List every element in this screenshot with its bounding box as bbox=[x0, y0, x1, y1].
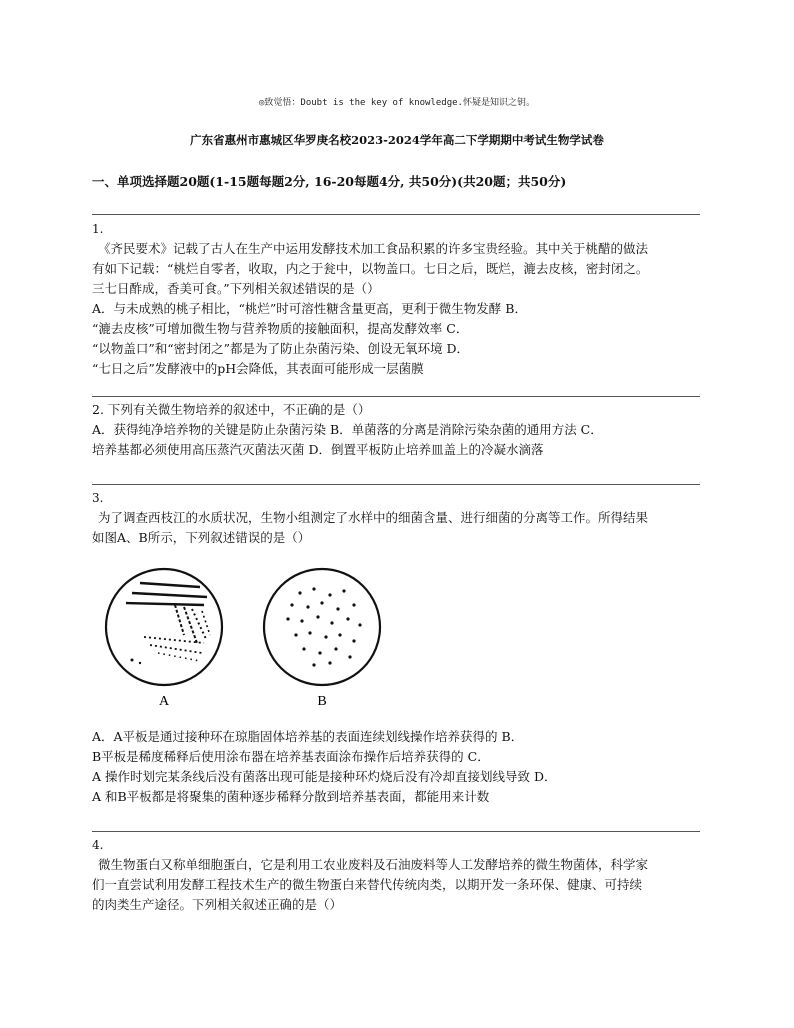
option-line: A．获得纯净培养物的关键是防止杂菌污染 B．单菌落的分离是消除污染杂菌的通用方法 C． bbox=[92, 422, 603, 437]
question-text-line: 为了调查西枝江的水质状况，生物小组测定了水样中的细菌含量、进行细菌的分离等工作。所得结果 bbox=[98, 510, 649, 525]
petri-dish-diagram bbox=[92, 565, 402, 715]
colony-dot bbox=[290, 603, 293, 606]
petri-dish-figure bbox=[92, 565, 402, 719]
question-text-line: 如图A、B所示，下列叙述错误的是（） bbox=[92, 530, 311, 545]
option-line: “七日之后”发酵液中的pH会降低，其表面可能形成一层菌膜 bbox=[92, 361, 424, 376]
question-text-line: 《齐民要术》记载了古人在生产中运用发酵技术加工食品积累的许多宝贵经验。其中关于桃醋的做法 bbox=[98, 241, 649, 256]
colony-dot bbox=[352, 639, 355, 642]
colony-dot bbox=[328, 593, 331, 596]
question-text-line: 们一直尝试利用发酵工程技术生产的微生物蛋白来替代传统肉类，以期开发一条环保、健康、可持续 bbox=[92, 877, 643, 892]
colony-dot bbox=[294, 633, 297, 636]
page-motto: ◎致觉悟：Doubt is the key of knowledge.怀疑是知识之钥。 bbox=[259, 98, 535, 108]
option-line: A 操作时划完某条线后没有菌落出现可能是接种环灼烧后没有冷却直接划线导致 D． bbox=[92, 769, 557, 784]
option-line: B平板是稀度稀释后使用涂布器在培养基表面涂布操作后培养获得的 C． bbox=[92, 749, 490, 764]
option-line: “漉去皮核”可增加微生物与营养物质的接触面积，提高发酵效率 C． bbox=[92, 321, 469, 336]
plate-a-label: A bbox=[158, 694, 170, 709]
colony-dot bbox=[298, 591, 301, 594]
question-divider bbox=[92, 484, 700, 485]
colony-dot bbox=[352, 603, 355, 606]
colony-dot bbox=[308, 631, 311, 634]
option-line: A．与未成熟的桃子相比，“桃烂”时可溶性糖含量更高，更利于微生物发酵 B． bbox=[92, 301, 527, 316]
question-text-line: 三七日酢成，香美可食。”下列相关叙述错误的是（） bbox=[92, 281, 380, 296]
section-heading: 一、单项选择题20题(1-15题每题2分, 16-20每题4分, 共50分)(共20题；共50分) bbox=[92, 174, 567, 189]
colony-dot bbox=[328, 661, 331, 664]
colony-dot bbox=[312, 587, 315, 590]
colony-dot bbox=[330, 621, 333, 624]
option-line: “以物盖口”和“密封闭之”都是为了防止杂菌污染、创设无氧环境 D． bbox=[92, 341, 470, 356]
colony-dot bbox=[338, 633, 341, 636]
question-text-line: 2. 下列有关微生物培养的叙述中，不正确的是（） bbox=[92, 402, 371, 417]
question-number: 1. bbox=[92, 222, 104, 236]
colony-dot bbox=[306, 605, 309, 608]
colony-dot bbox=[334, 647, 337, 650]
colony-dot bbox=[336, 607, 339, 610]
option-line: 培养基都必须使用高压蒸汽灭菌法灭菌 D．倒置平板防止培养皿盖上的冷凝水滴落 bbox=[92, 442, 544, 457]
question-divider bbox=[92, 396, 700, 397]
colony-dot bbox=[312, 663, 315, 666]
question-text-line: 有如下记载：“桃烂自零者，收取，内之于瓮中，以物盖口。七日之后，既烂，漉去皮核，密封闭之。 bbox=[92, 261, 649, 276]
colony-dot bbox=[342, 589, 345, 592]
option-line: A．A平板是通过接种环在琼脂固体培养基的表面连续划线操作培养获得的 B． bbox=[92, 729, 524, 744]
question-4 bbox=[92, 835, 702, 915]
colony-dot bbox=[348, 655, 351, 658]
colony-dot bbox=[358, 623, 361, 626]
colony-dot bbox=[320, 601, 323, 604]
colony-dot bbox=[286, 617, 289, 620]
colony-dot bbox=[302, 647, 305, 650]
question-1 bbox=[92, 219, 702, 379]
question-number: 3. bbox=[92, 491, 104, 505]
question-2 bbox=[92, 400, 702, 460]
colony-dot bbox=[346, 617, 349, 620]
question-divider bbox=[92, 214, 700, 215]
question-text-line: 微生物蛋白又称单细胞蛋白，它是利用工农业废料及石油废料等人工发酵培养的微生物菌体，科学家 bbox=[98, 857, 649, 872]
question-divider bbox=[92, 831, 700, 832]
plate-b-label: B bbox=[317, 694, 327, 709]
option-line: A 和B平板都是将聚集的菌种逐步稀释分散到培养基表面，都能用来计数 bbox=[92, 789, 490, 804]
colony-dot bbox=[318, 651, 321, 654]
plate-a-streak bbox=[106, 569, 222, 685]
colony-dot bbox=[316, 615, 319, 618]
question-3 bbox=[92, 488, 702, 548]
plate-b-spread bbox=[264, 569, 380, 685]
question-3-options bbox=[92, 727, 702, 807]
exam-title: 广东省惠州市惠城区华罗庚名校2023-2024学年高二下学期期中考试生物学试卷 bbox=[190, 133, 604, 147]
question-number: 4. bbox=[92, 838, 104, 852]
question-text-line: 的肉类生产途径。下列相关叙述正确的是（） bbox=[92, 897, 343, 912]
colony-dot bbox=[300, 619, 303, 622]
colony-dot bbox=[324, 635, 327, 638]
